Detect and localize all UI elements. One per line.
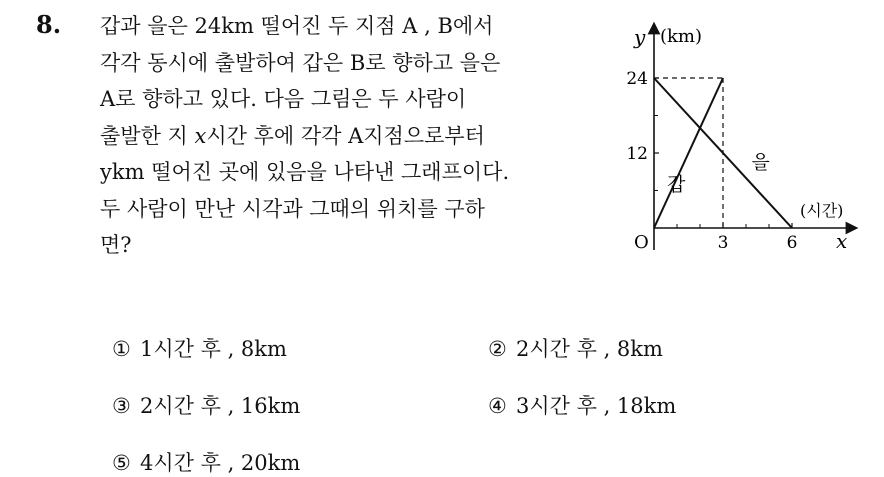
- y-axis-unit: (km): [660, 26, 703, 47]
- choice-mark: ③: [112, 394, 131, 418]
- choice-1[interactable]: [112, 333, 287, 363]
- question-line: 면?: [100, 233, 132, 257]
- choice-5[interactable]: [112, 447, 300, 477]
- x-axis-unit: (시간): [800, 201, 844, 220]
- y-tick-label: 24: [626, 69, 648, 89]
- y-tick-label: 12: [626, 144, 648, 164]
- choice-mark: ⑤: [112, 451, 131, 475]
- choice-mark: ②: [488, 337, 507, 361]
- choice-4[interactable]: [488, 390, 676, 420]
- question-line: 각각 동시에 출발하여 갑은 B로 향하고 을은: [100, 50, 501, 75]
- choice-mark: ①: [112, 337, 131, 361]
- choice-text: 1시간 후 , 8km: [140, 337, 287, 361]
- question-line-start: 출발한 지: [100, 123, 195, 148]
- choice-2[interactable]: [488, 333, 663, 363]
- series-label: 을: [751, 151, 770, 174]
- choice-text: 3시간 후 , 18km: [516, 394, 677, 418]
- series-line-1: [654, 78, 723, 228]
- variable-x: x: [194, 123, 207, 148]
- choice-text: 4시간 후 , 20km: [140, 451, 301, 475]
- question-line: 갑과 을은 24km 떨어진 두 지점 A , B에서: [100, 14, 494, 38]
- question-text: [100, 8, 600, 264]
- question-line: 두 사람이 만난 시각과 그때의 위치를 구하: [100, 196, 485, 221]
- question-line: ykm 떨어진 곳에 있음을 나타낸 그래프이다.: [100, 160, 510, 184]
- choice-mark: ④: [488, 394, 507, 418]
- x-tick-label: 3: [717, 233, 729, 253]
- question-number: 8.: [36, 10, 62, 39]
- question-line-end: 시간 후에 각각 A지점으로부터: [206, 123, 485, 148]
- choice-3[interactable]: [112, 390, 300, 420]
- distance-time-graph: [620, 10, 860, 260]
- choice-text: 2시간 후 , 8km: [516, 337, 663, 361]
- choice-text: 2시간 후 , 16km: [140, 394, 301, 418]
- x-tick-label: 6: [786, 233, 798, 253]
- question-line: A로 향하고 있다. 다음 그림은 두 사람이: [100, 87, 467, 111]
- series-label: 갑: [667, 173, 686, 196]
- y-axis-label: y: [634, 25, 646, 49]
- origin-label: O: [634, 232, 649, 253]
- question-line: [100, 118, 600, 155]
- x-axis-label: x: [836, 229, 848, 253]
